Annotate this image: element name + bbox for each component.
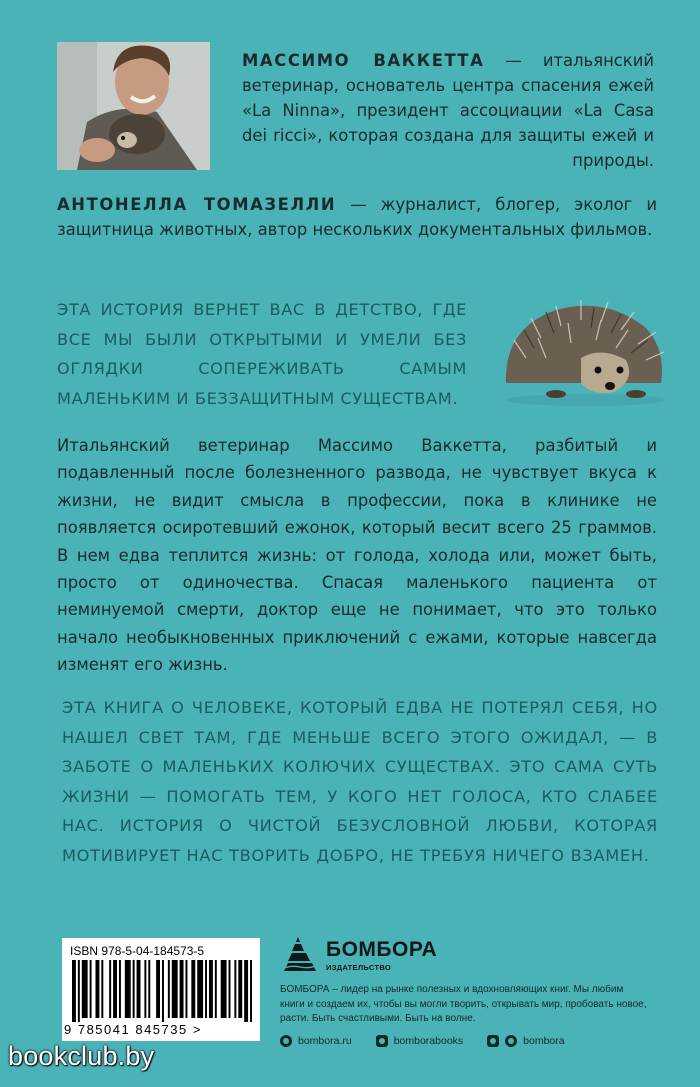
barcode-bar bbox=[119, 960, 121, 1018]
barcode-bar bbox=[144, 960, 146, 1018]
barcode-bar bbox=[168, 960, 170, 1018]
barcode-bar bbox=[156, 960, 160, 1018]
author-bio-text: — итальянский ветеринар, основатель центра спасения ежей «La Ninna», президент ассоциации «La Casa dei ricci», которая создана для защиты ежей и природы. bbox=[242, 51, 655, 170]
barcode-bar bbox=[229, 960, 231, 1018]
website-icon bbox=[280, 1035, 292, 1047]
barcode-bars bbox=[72, 960, 252, 1022]
barcode-bar bbox=[162, 960, 164, 1022]
publisher-social-links bbox=[280, 1033, 660, 1049]
barcode-box bbox=[62, 938, 260, 1041]
author-name: АНТОНЕЛЛА ТОМАЗЕЛЛИ bbox=[57, 195, 337, 214]
barcode-bar bbox=[215, 960, 217, 1018]
barcode-bar bbox=[148, 960, 150, 1018]
barcode-bar bbox=[78, 960, 80, 1022]
barcode-bar bbox=[205, 960, 207, 1018]
barcode-bar bbox=[180, 960, 184, 1018]
publisher-subtitle: ИЗДАТЕЛЬСТВО bbox=[326, 963, 391, 972]
hedgehog-illustration bbox=[486, 288, 676, 408]
barcode-bar bbox=[244, 960, 248, 1022]
author-name: МАССИМО ВАККЕТТА bbox=[242, 51, 485, 70]
book-description: Итальянский ветеринар Массимо Ваккетта, разбитый и подавленный после болезненного развода, не чувствует вкуса к жизни, не видит смысла в профессии, пока в клинике не появляется осиротевший ежонок, который весит всего 25 граммов. В нем едва теплится жизнь: от голода, холода или, может быть, просто от одиночества. Спасая маленького пациента от неминуемой смерти, доктор еще не понимает, что это только начало необыкновенных приключений с ежами, которые навсегда изменят его жизнь. bbox=[57, 436, 657, 675]
barcode-digits: 9 785041 845735 > bbox=[64, 1022, 202, 1037]
barcode-bar bbox=[113, 960, 117, 1018]
social-vk[interactable]: bomborabooks bbox=[393, 1035, 464, 1047]
barcode-bar bbox=[238, 960, 242, 1018]
barcode-bar bbox=[133, 960, 135, 1018]
barcode-bar bbox=[90, 960, 92, 1018]
barcode-bar bbox=[95, 960, 99, 1018]
barcode-bar bbox=[191, 960, 195, 1018]
telegram-icon bbox=[505, 1035, 517, 1047]
barcode-bar bbox=[82, 960, 88, 1018]
youtube-icon bbox=[487, 1035, 499, 1047]
social-website[interactable]: bombora.ru bbox=[298, 1035, 352, 1047]
barcode-bar bbox=[234, 960, 236, 1018]
barcode-bar bbox=[125, 960, 131, 1018]
tagline: ЭТА ИСТОРИЯ ВЕРНЕТ ВАС В ДЕТСТВО, ГДЕ ВСЕ МЫ БЫЛИ ОТКРЫТЫМИ И УМЕЛИ БЕЗ ОГЛЯДКИ СОПЕРЕЖИВАТЬ САМЫМ МАЛЕНЬКИМ И БЕЗЗАЩИТНЫМ СУЩЕСТВАМ. bbox=[57, 300, 467, 408]
barcode-bar bbox=[250, 960, 252, 1022]
barcode-bar bbox=[172, 960, 178, 1018]
vk-icon bbox=[376, 1035, 388, 1047]
barcode-bar bbox=[101, 960, 103, 1018]
author-bio-text: — журналист, блогер, эколог и защитница животных, автор нескольких документальных фильмов. bbox=[57, 195, 657, 239]
barcode-bar bbox=[221, 960, 227, 1018]
barcode-bar bbox=[197, 960, 203, 1018]
barcode-bar bbox=[137, 960, 141, 1018]
publisher-name: БОМБОРА bbox=[326, 938, 438, 961]
closing-statement: ЭТА КНИГА О ЧЕЛОВЕКЕ, КОТОРЫЙ ЕДВА НЕ ПОТЕРЯЛ СЕБЯ, НО НАШЕЛ СВЕТ ТАМ, ГДЕ МЕНЬШЕ ВСЕГО ЭТОГО ОЖИДАЛ, — В ЗАБОТЕ О МАЛЕНЬКИХ КОЛЮЧИХ СУЩЕСТВАХ. ЭТО САМА СУТЬ ЖИЗНИ — ПОМОГАТЬ ТЕМ, У КОГО НЕТ ГОЛОСА, КТО СЛАБЕЕ НАС. ИСТОРИЯ О ЧИСТОЙ БЕЗУСЛОВНОЙ ЛЮБВИ, КОТОРАЯ МОТИВИРУЕТ НАС ТВОРИТЬ ДОБРО, НЕ ТРЕБУЯ НИЧЕГО ВЗАМЕН. bbox=[62, 698, 658, 865]
publisher-description: БОМБОРА – лидер на рынке полезных и вдохновляющих книг. Мы любим книги и создаем их, чтобы вы могли творить, открывать мир, пробовать новое, расти. Быть счастливыми. Быть на волне. bbox=[280, 984, 647, 1024]
social-telegram[interactable]: bombora bbox=[523, 1035, 565, 1047]
isbn-text: ISBN 978-5-04-184573-5 bbox=[70, 944, 205, 958]
barcode-bar bbox=[209, 960, 213, 1018]
author-bio-tomaselli bbox=[57, 192, 657, 242]
barcode-bar bbox=[185, 960, 187, 1018]
author-photo bbox=[57, 42, 210, 170]
barcode-bar bbox=[109, 960, 111, 1018]
author-bio-vacchetta bbox=[242, 48, 654, 173]
barcode-bar bbox=[72, 960, 76, 1022]
site-watermark: bookclub.by bbox=[8, 1041, 155, 1071]
bombora-logo-icon bbox=[280, 935, 320, 973]
